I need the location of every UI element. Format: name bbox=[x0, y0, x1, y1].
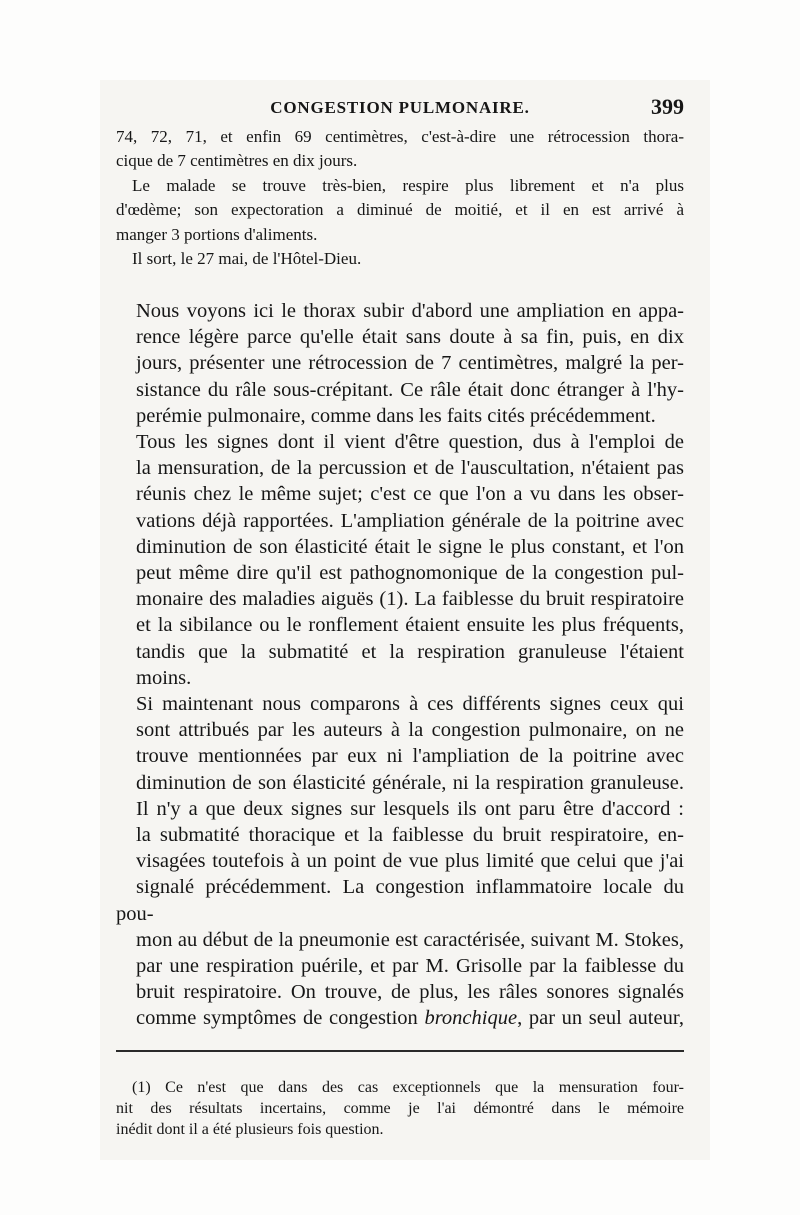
text-line: la submatité thoracique et la faiblesse du bruit respiratoire, en- bbox=[136, 824, 684, 847]
paragraph-2 bbox=[116, 429, 684, 691]
case-paragraph-2 bbox=[116, 174, 684, 247]
text-line: Le malade se trouve très-bien, respire plus librement et n'a plus bbox=[132, 175, 684, 195]
text-line: vations déjà rapportées. L'ampliation générale de la poitrine avec bbox=[136, 509, 684, 532]
text-line: réunis chez le même sujet; c'est ce que l'on a vu dans les obser- bbox=[136, 483, 684, 506]
text-fragment: comme symptômes de congestion bbox=[136, 1007, 425, 1030]
text-line: sistance du râle sous-crépitant. Ce râle était donc étranger à l'hy- bbox=[136, 378, 684, 401]
text-line: monaire des maladies aiguës (1). La faiblesse du bruit respiratoire bbox=[136, 588, 684, 611]
text-line: bruit respiratoire. On trouve, de plus, les râles sonores signalés bbox=[136, 981, 684, 1004]
text-fragment: , par un seul auteur, bbox=[517, 1007, 684, 1030]
text-line: d'œdème; son expectoration a diminué de moitié, et il en est arrivé à bbox=[116, 200, 684, 220]
text-line: Si maintenant nous comparons à ces différents signes ceux qui bbox=[136, 693, 684, 716]
text-line: cique de 7 centimètres en dix jours. bbox=[116, 151, 358, 171]
text-line: Il sort, le 27 mai, de l'Hôtel-Dieu. bbox=[132, 249, 362, 269]
text-line: peut même dire qu'il est pathognomonique de la congestion pul- bbox=[136, 562, 684, 585]
case-paragraph-3 bbox=[116, 247, 684, 271]
text-line: mon au début de la pneumonie est caractérisée, suivant M. Stokes, bbox=[136, 928, 684, 951]
text-line: (1) Ce n'est que dans des cas exceptionnels que la mensuration four- bbox=[132, 1079, 684, 1096]
text-line: perémie pulmonaire, comme dans les faits cités précédemment. bbox=[136, 404, 656, 427]
running-head: CONGESTION PULMONAIRE. bbox=[270, 98, 530, 117]
text-line: Il n'y a que deux signes sur lesquels ils ont paru être d'accord : bbox=[136, 797, 684, 820]
text-line: moins. bbox=[136, 666, 192, 689]
text-line: signalé précédemment. La congestion inflammatoire locale du pou- bbox=[116, 876, 684, 925]
text-line: inédit dont il a été plusieurs fois question. bbox=[116, 1121, 384, 1138]
footnote bbox=[116, 1077, 684, 1140]
text-line: 74, 72, 71, et enfin 69 centimètres, c'est-à-dire une rétrocession thora- bbox=[116, 127, 684, 146]
text-line: par une respiration puérile, et par M. Grisolle par la faiblesse du bbox=[136, 955, 684, 978]
case-paragraph-1 bbox=[116, 125, 684, 174]
page-header bbox=[116, 96, 684, 124]
text-line: trouve mentionnées par eux ni l'ampliation de la poitrine avec bbox=[136, 745, 684, 768]
italic-term: bronchique bbox=[424, 1007, 518, 1030]
text-line-with-italic bbox=[116, 1005, 684, 1031]
footnote-separator bbox=[116, 1050, 684, 1052]
paragraph-1 bbox=[116, 298, 684, 429]
text-line: nit des résultats incertains, comme je l'ai démontré dans le mémoire bbox=[116, 1100, 684, 1117]
text-line: Nous voyons ici le thorax subir d'abord une ampliation en appa- bbox=[136, 300, 684, 322]
text-line: manger 3 portions d'aliments. bbox=[116, 224, 318, 244]
text-line: diminution de son élasticité était le signe le plus constant, et l'on bbox=[136, 535, 684, 558]
paragraph-3 bbox=[116, 691, 684, 1032]
text-line: jours, présenter une rétrocession de 7 centimètres, malgré la per- bbox=[136, 352, 684, 375]
text-line: tandis que la submatité et la respiration granuleuse l'étaient bbox=[136, 640, 684, 663]
text-line: diminution de son élasticité générale, ni la respiration granuleuse. bbox=[136, 771, 684, 794]
case-report-text bbox=[116, 125, 684, 271]
page-number: 399 bbox=[651, 94, 684, 119]
commentary-text bbox=[116, 298, 684, 1032]
text-line: Tous les signes dont il vient d'être question, dus à l'emploi de bbox=[136, 431, 684, 454]
footnote-paragraph bbox=[116, 1077, 684, 1140]
text-line: sont attribués par les auteurs à la congestion pulmonaire, on ne bbox=[136, 719, 684, 742]
text-line: visagées toutefois à un point de vue plus limité que celui que j'ai bbox=[136, 850, 684, 873]
text-line: la mensuration, de la percussion et de l'auscultation, n'étaient pas bbox=[136, 457, 684, 480]
text-line: et la sibilance ou le ronflement étaient ensuite les plus fréquents, bbox=[136, 614, 684, 637]
text-line: rence légère parce qu'elle était sans doute à sa fin, puis, en dix bbox=[136, 326, 684, 349]
